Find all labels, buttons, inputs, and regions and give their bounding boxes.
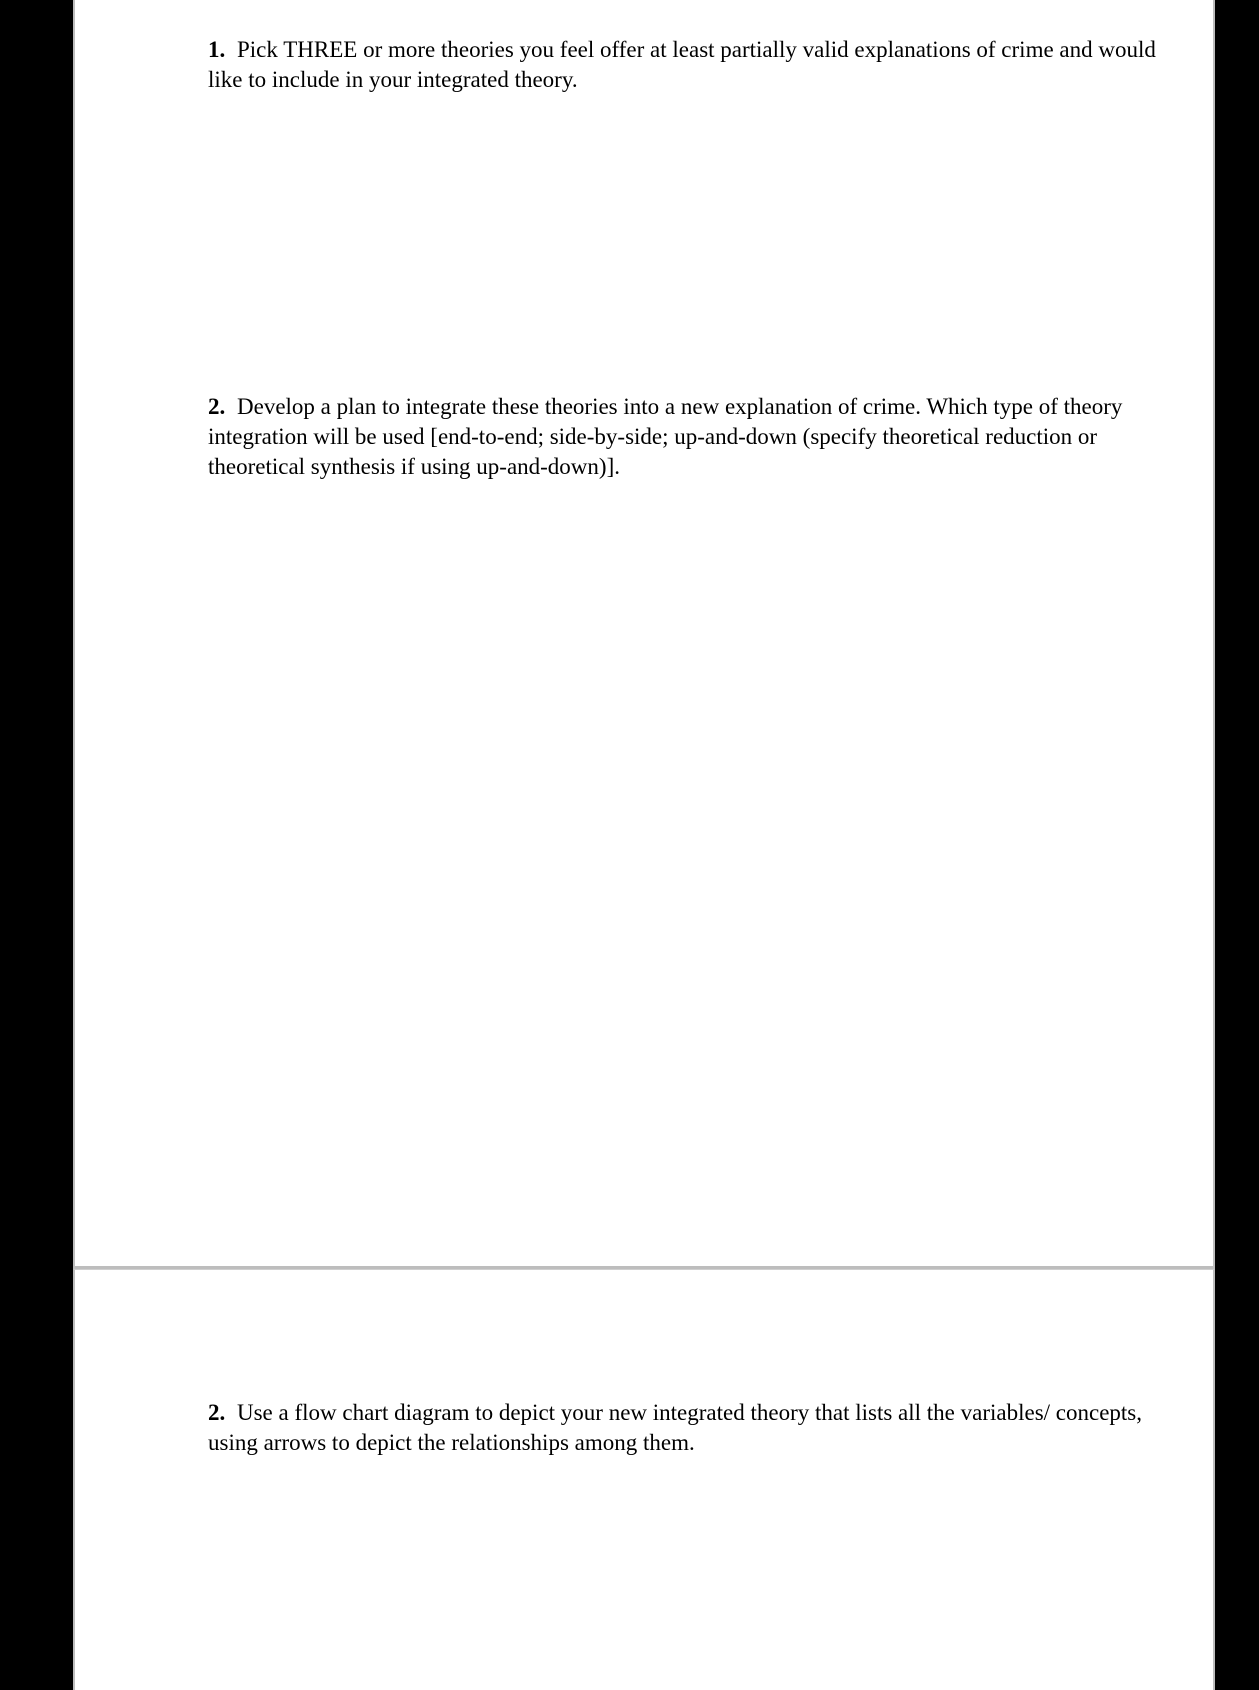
clipped-page-heading <box>75 0 1213 4</box>
question-1 <box>208 35 1158 95</box>
question-text: Use a flow chart diagram to depict your new integrated theory that lists all the variables/ concepts, using arrows to depict the relationships among them. <box>208 1400 1143 1455</box>
question-number: 2. <box>208 1400 226 1425</box>
answer-space-3[interactable] <box>208 1470 1158 1670</box>
answer-space-1[interactable] <box>208 100 1158 370</box>
question-number: 2. <box>208 394 226 419</box>
question-text: Pick THREE or more theories you feel offer at least partially valid explanations of crime and would like to include in your integrated theory. <box>208 37 1156 92</box>
question-2 <box>208 392 1158 482</box>
document-page-1 <box>73 0 1215 1266</box>
answer-space-2[interactable] <box>208 490 1158 1230</box>
question-number: 1. <box>208 37 226 62</box>
question-3 <box>208 1398 1158 1458</box>
question-text: Develop a plan to integrate these theories into a new explanation of crime. Which type of theory integration will be used [end-to-end; side-by-side; up-and-down (specify theoretical reduction or theoretical synthesis if using up-and-down)]. <box>208 394 1123 479</box>
document-page-2 <box>73 1269 1215 1690</box>
